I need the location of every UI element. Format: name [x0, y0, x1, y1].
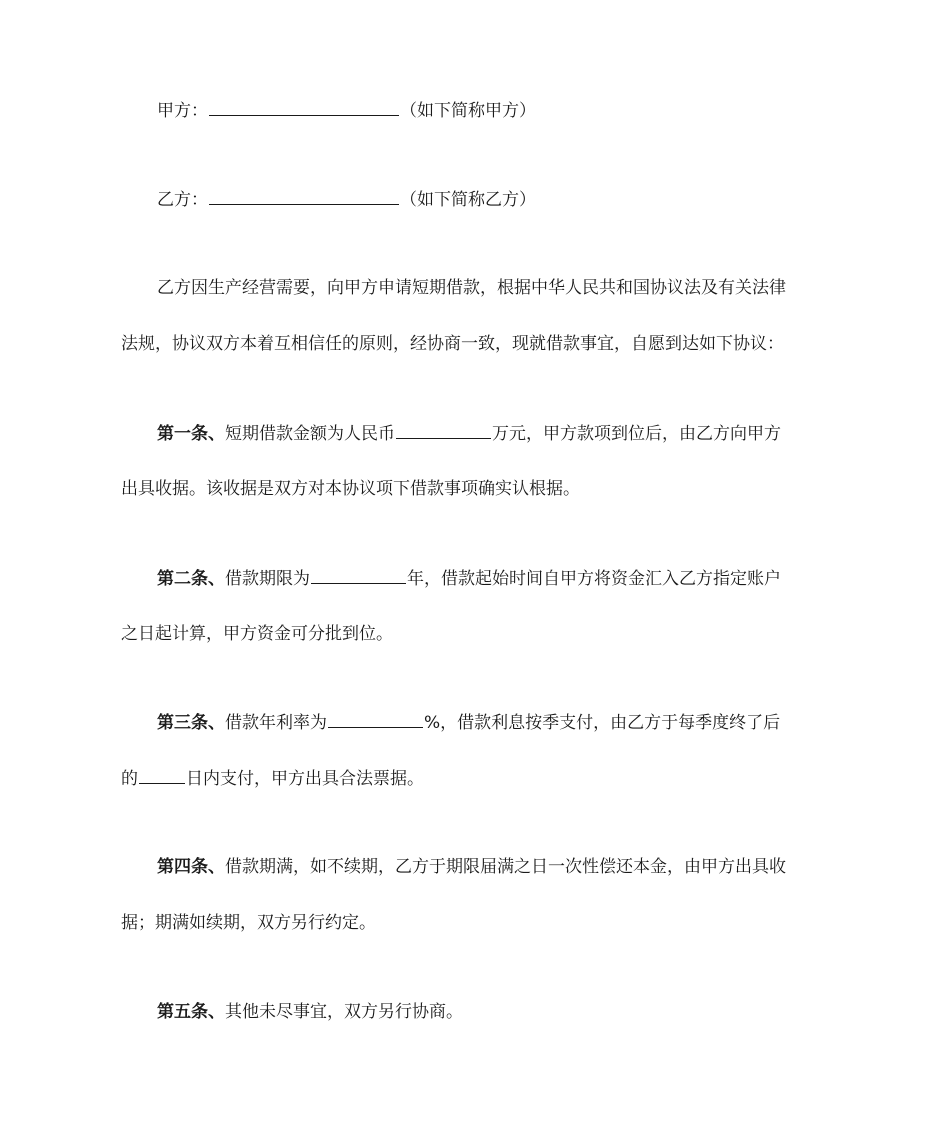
article-3-text-3: 的: [121, 769, 138, 789]
article-1-amount-blank: [396, 421, 491, 439]
article-2-text-1: 借款期限为: [225, 569, 310, 589]
article-4-line-1: [157, 855, 877, 879]
article-4-text-1: 借款期满，如不续期，乙方于期限届满之日一次性偿还本金，由甲方出具收: [225, 857, 786, 877]
article-1-line-1: [157, 421, 877, 446]
article-2-text-2: 年，借款起始时间自甲方将资金汇入乙方指定账户: [407, 569, 781, 589]
article-4-line-2: 据；期满如续期，双方另行约定。: [121, 913, 376, 933]
article-2-line-2: 之日起计算，甲方资金可分批到位。: [121, 624, 393, 644]
article-1-line-2: 出具收据。该收据是双方对本协议项下借款事项确实认根据。: [121, 479, 580, 499]
article-3-text-1: 借款年利率为: [225, 713, 327, 733]
article-1-text-1: 短期借款金额为人民币: [225, 424, 395, 444]
article-3-line-2: [121, 766, 841, 791]
article-3-text-2: %，借款利息按季支付，由乙方于每季度终了后: [424, 713, 781, 733]
party-a-line: [157, 98, 877, 123]
article-3-days-blank: [139, 766, 185, 784]
party-a-blank: [209, 98, 399, 116]
party-b-label: 乙方：: [157, 190, 208, 210]
article-3-rate-blank: [328, 710, 423, 728]
article-3-text-4: 日内支付，甲方出具合法票据。: [186, 769, 424, 789]
article-5-line-1: [157, 1000, 877, 1024]
article-4-title: 第四条、: [157, 857, 225, 877]
party-a-label: 甲方：: [157, 101, 208, 121]
preamble-line-1: 乙方因生产经营需要，向甲方申请短期借款，根据中华人民共和国协议法及有关法律: [157, 278, 786, 298]
article-3-line-1: [157, 710, 877, 735]
article-2-line-1: [157, 566, 877, 591]
article-2-term-blank: [311, 566, 406, 584]
party-b-line: [157, 187, 877, 212]
party-b-blank: [209, 187, 399, 205]
preamble-line-2: 法规，协议双方本着互相信任的原则，经协商一致，现就借款事宜，自愿到达如下协议：: [121, 334, 784, 354]
article-1-text-2: 万元，甲方款项到位后，由乙方向甲方: [492, 424, 781, 444]
article-5-title: 第五条、: [157, 1002, 225, 1022]
party-b-suffix: （如下简称乙方）: [400, 190, 536, 210]
party-a-suffix: （如下简称甲方）: [400, 101, 536, 121]
article-3-title: 第三条、: [157, 713, 225, 733]
article-1-title: 第一条、: [157, 424, 225, 444]
article-2-title: 第二条、: [157, 569, 225, 589]
article-5-text-1: 其他未尽事宜，双方另行协商。: [225, 1002, 463, 1022]
